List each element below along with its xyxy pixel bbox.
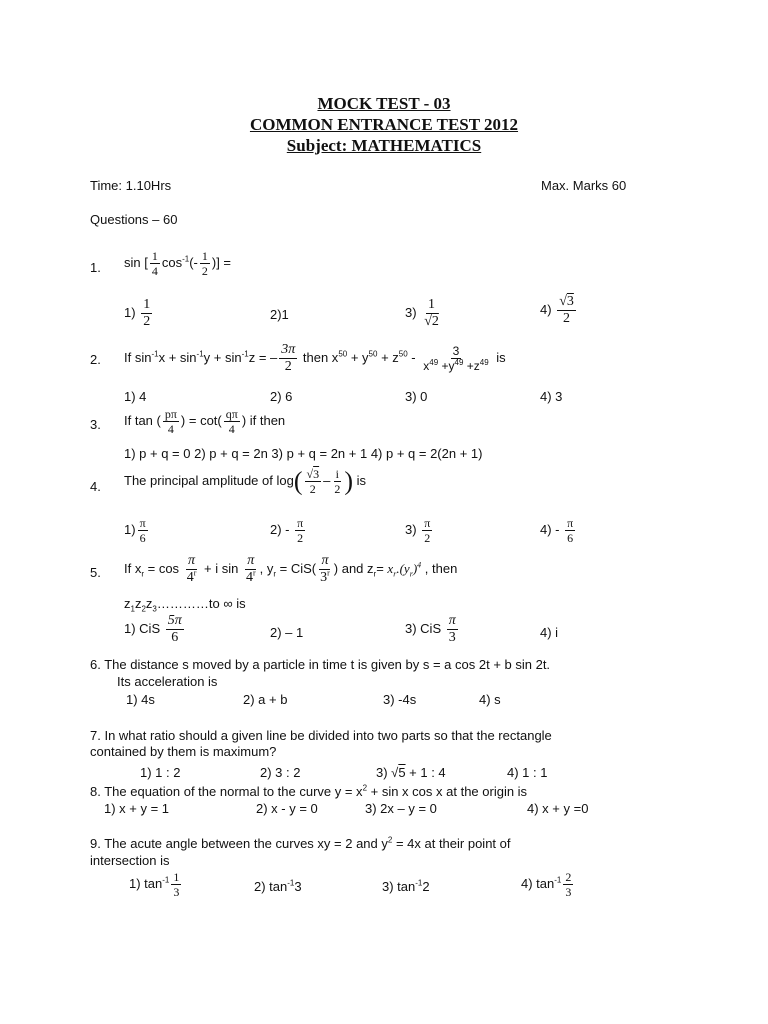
q7-option-3: 3) √5 + 1 : 4 [376, 765, 446, 780]
q9-option-3: 3) $\tan^{-1}2$ [382, 878, 430, 894]
q8-option-4: 4) x + y =0 [527, 801, 589, 816]
q1-number: 1. [90, 260, 101, 275]
q8-option-3: 3) 2x – y = 0 [365, 801, 437, 816]
q5-stem-line2: $z_1z_2z_3\dots\dots\dots\dots to$ ∞ is [124, 596, 246, 614]
q5-option-3: 3) CiS $\frac{\pi}{3}$ [405, 613, 456, 645]
max-marks-label: Max. Marks 60 [541, 178, 627, 193]
q1-stem: sin [ $\frac{1}{4}$ $\cos^{-1}(-$ $\frac{1}{2}$ )] = [124, 249, 232, 278]
q5-option-1: 1) CiS $\frac{5\pi}{6}$ [124, 613, 182, 645]
q6-option-1: 1) 4s [126, 692, 155, 707]
q9-option-4: 4) $\tan^{-1}$ $\frac{2}{3}$ [521, 870, 572, 899]
title-subject: Subject: MATHEMATICS [286, 136, 482, 155]
q2-option-3: 3) 0 [405, 389, 428, 404]
q6-option-3: 3) -4s [383, 692, 417, 707]
q7-option-2: 2) 3 : 2 [260, 765, 301, 780]
q3-number: 3. [90, 417, 101, 432]
q6-option-4: 4) s [479, 692, 501, 707]
q4-number: 4. [90, 479, 101, 494]
q4-option-1: 1) $\frac{\pi}{6}$ [124, 516, 146, 545]
q2-option-4: 4) 3 [540, 389, 563, 404]
q2-option-1: 1) 4 [124, 389, 147, 404]
q1-option-3: 3) $\frac{1}{√2}$ [405, 297, 439, 329]
questions-count: Questions – 60 [90, 212, 178, 227]
q7-stem: 7. In what ratio should a given line be divided into two parts so that the rectangle [90, 728, 552, 743]
q5-option-2: 2) – 1 [270, 625, 304, 640]
q6-option-2: 2) a + b [243, 692, 288, 707]
q2-number: 2. [90, 352, 101, 367]
q8-stem: 8. The equation of the normal to the curve $y = x^2 + \sin x$ cos x at the origin is [90, 783, 528, 799]
q5-option-4: 4) i [540, 625, 559, 640]
time-label: Time: 1.10Hrs [90, 178, 172, 193]
q7-stem-line2: contained by them is maximum? [90, 744, 277, 759]
q1-option-2: 2)1 [270, 307, 289, 322]
q6-stem-line2: Its acceleration is [117, 674, 218, 689]
q3-stem: If tan ( $\frac{p\pi}{4}$ ) = cot( $\frac{q\pi}{4}$ ) if then [124, 407, 286, 436]
q6-stem: 6. The distance s moved by a particle in time t is given by s = a cos 2t + b sin 2t. [90, 657, 551, 672]
title-cet: COMMON ENTRANCE TEST 2012 [249, 115, 519, 134]
q1-option-1: 1) $\frac{1}{2}$ [124, 297, 151, 329]
q5-number: 5. [90, 565, 101, 580]
q1-option-4: 4) $\frac{√3}{2}$ [540, 294, 574, 326]
q4-stem: The principal amplitude of log( $\frac{√3}{2}$ – $\frac{i}{2}$ ) is [124, 466, 367, 496]
title-mock-test: MOCK TEST - 03 [317, 94, 451, 113]
q4-option-4: 4) - $\frac{\pi}{6}$ [540, 516, 574, 545]
q9-stem: 9. The acute angle between the curves xy = 2 and $y^2 = 4x$ at their point of [90, 835, 511, 851]
q9-stem-line2: intersection is [90, 853, 170, 868]
q9-option-2: 2) $\tan^{-1}3$ [254, 878, 302, 894]
q4-option-3: 3) $\frac{\pi}{2}$ [405, 516, 431, 545]
q9-option-1: 1) $\tan^{-1}$ $\frac{1}{3}$ [129, 870, 180, 899]
q3-options: 1) p + q = 0 2) p + q = 2n 3) p + q = 2n + 1 4) p + q = 2(2n + 1) [124, 446, 483, 461]
q7-option-4: 4) 1 : 1 [507, 765, 548, 780]
q8-option-1: 1) x + y = 1 [104, 801, 170, 816]
q5-stem: If $x_r = \cos$ $\frac{\pi}{4^r}$ + i sin $\frac{\pi}{4^r}$ , $y_r = CiS$( $\frac{\pi}{3^r}$ ) and $z_r= x_r.(y_r)^4$ , then [124, 553, 458, 585]
q2-option-2: 2) 6 [270, 389, 293, 404]
q8-option-2: 2) x - y = 0 [256, 801, 318, 816]
q2-stem: If $\sin^{-1}x + \sin^{-1}y + \sin^{-1}z$ = – $\frac{3\pi}{2}$ then $x^{50} + y^{50} + z^{50}$ - $\frac{3}{x^{49} +y^{49} +z^{49}}$ is [124, 342, 506, 374]
q7-option-1: 1) 1 : 2 [140, 765, 181, 780]
q4-option-2: 2) - $\frac{\pi}{2}$ [270, 516, 304, 545]
